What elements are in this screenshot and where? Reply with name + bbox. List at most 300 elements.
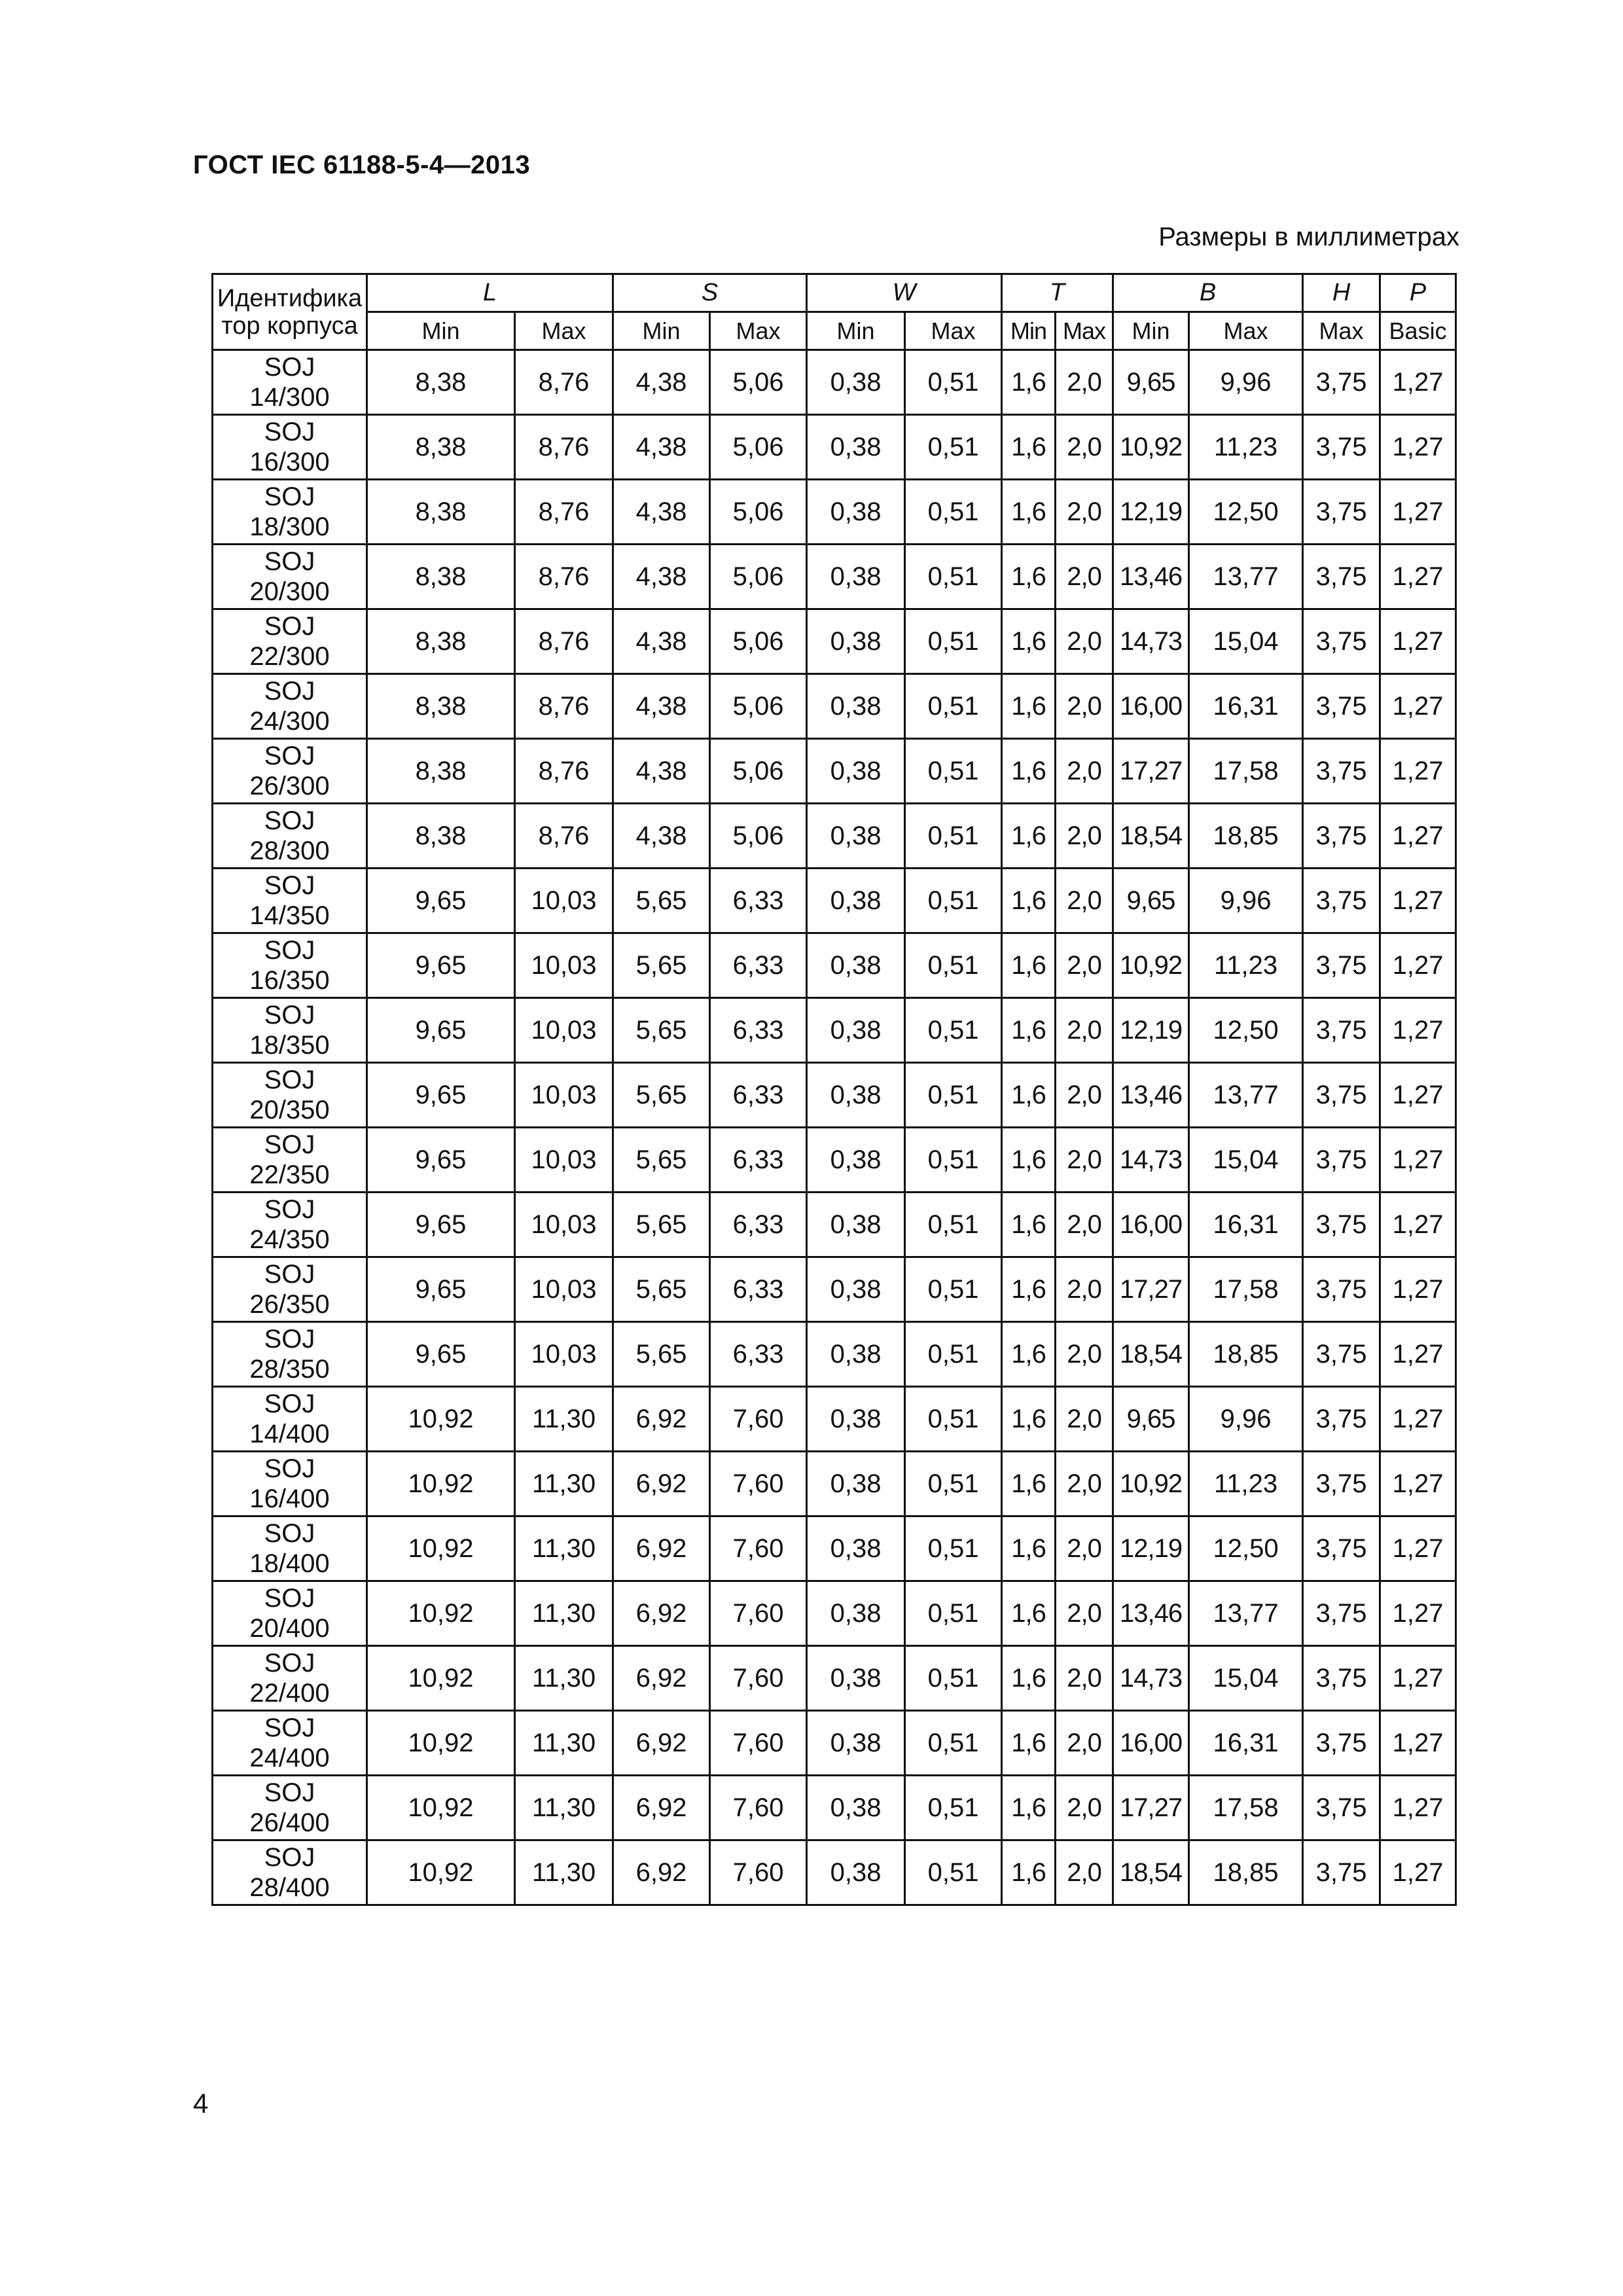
table-cell: 0,38 [807, 804, 905, 869]
table-cell: 9,65 [1113, 869, 1189, 933]
table-row [213, 609, 1456, 674]
table-cell: 1,27 [1380, 1840, 1456, 1905]
table-cell: 11,23 [1189, 933, 1303, 998]
table-cell: 2,0 [1056, 1581, 1113, 1646]
table-cell: 0,51 [905, 1452, 1002, 1516]
table-cell: 5,06 [710, 674, 807, 739]
table-cell: 1,27 [1380, 1452, 1456, 1516]
table-cell: 8,76 [515, 674, 613, 739]
package-id-cell [213, 869, 367, 933]
table-cell: 9,65 [367, 1257, 515, 1322]
table-cell: 10,92 [367, 1452, 515, 1516]
table-row [213, 545, 1456, 609]
table-cell: 8,38 [367, 350, 515, 415]
package-family: SOJ [264, 1713, 315, 1742]
table-cell: 11,23 [1189, 1452, 1303, 1516]
header-subcolumn: Max [1303, 312, 1380, 350]
table-cell: 10,92 [1113, 1452, 1189, 1516]
table-cell: 1,27 [1380, 739, 1456, 804]
table-cell: 7,60 [710, 1646, 807, 1711]
package-size: 26/300 [249, 772, 330, 800]
table-cell: 5,06 [710, 480, 807, 545]
table-cell: 5,65 [613, 1128, 710, 1193]
table-cell: 3,75 [1303, 933, 1380, 998]
table-cell: 16,00 [1113, 674, 1189, 739]
table-cell: 8,76 [515, 739, 613, 804]
table-cell: 5,65 [613, 1193, 710, 1257]
table-cell: 3,75 [1303, 1128, 1380, 1193]
table-cell: 16,31 [1189, 674, 1303, 739]
table-cell: 10,92 [367, 1776, 515, 1840]
package-family: SOJ [264, 1843, 315, 1872]
table-cell: 12,19 [1113, 1516, 1189, 1581]
table-cell: 1,6 [1002, 1063, 1056, 1128]
table-cell: 3,75 [1303, 739, 1380, 804]
table-cell: 10,92 [367, 1840, 515, 1905]
table-cell: 2,0 [1056, 350, 1113, 415]
table-cell: 0,51 [905, 1776, 1002, 1840]
table-cell: 2,0 [1056, 869, 1113, 933]
table-cell: 2,0 [1056, 804, 1113, 869]
package-id-cell [213, 1711, 367, 1776]
table-cell: 1,6 [1002, 480, 1056, 545]
table-cell: 7,60 [710, 1452, 807, 1516]
table-cell: 3,75 [1303, 1840, 1380, 1905]
table-cell: 0,51 [905, 1387, 1002, 1452]
table-cell: 1,27 [1380, 1387, 1456, 1452]
table-cell: 7,60 [710, 1387, 807, 1452]
table-row [213, 869, 1456, 933]
header-row-limits [213, 312, 1456, 350]
package-id-cell [213, 350, 367, 415]
table-cell: 5,65 [613, 1322, 710, 1387]
package-family: SOJ [264, 612, 315, 641]
table-cell: 3,75 [1303, 1257, 1380, 1322]
table-row [213, 1193, 1456, 1257]
table-cell: 6,33 [710, 1322, 807, 1387]
table-cell: 0,38 [807, 480, 905, 545]
table-cell: 1,6 [1002, 1776, 1056, 1840]
package-family: SOJ [264, 353, 315, 382]
package-id-cell [213, 1646, 367, 1711]
table-cell: 1,6 [1002, 350, 1056, 415]
table-cell: 7,60 [710, 1776, 807, 1840]
table-cell: 1,6 [1002, 1646, 1056, 1711]
table-cell: 17,58 [1189, 1257, 1303, 1322]
table-cell: 11,30 [515, 1387, 613, 1452]
table-cell: 1,6 [1002, 1516, 1056, 1581]
table-cell: 5,65 [613, 869, 710, 933]
table-cell: 10,92 [367, 1581, 515, 1646]
table-cell: 0,51 [905, 869, 1002, 933]
table-cell: 1,6 [1002, 1581, 1056, 1646]
table-cell: 17,27 [1113, 739, 1189, 804]
table-cell: 17,27 [1113, 1776, 1189, 1840]
table-cell: 0,38 [807, 1581, 905, 1646]
package-size: 22/350 [249, 1160, 330, 1189]
table-cell: 9,65 [1113, 1387, 1189, 1452]
table-cell: 10,92 [1113, 933, 1189, 998]
table-cell: 13,77 [1189, 1581, 1303, 1646]
table-cell: 2,0 [1056, 674, 1113, 739]
table-cell: 9,65 [1113, 350, 1189, 415]
table-cell: 0,38 [807, 1452, 905, 1516]
table-cell: 12,50 [1189, 480, 1303, 545]
table-cell: 1,6 [1002, 1128, 1056, 1193]
table-cell: 17,58 [1189, 1776, 1303, 1840]
table-cell: 0,38 [807, 933, 905, 998]
table-cell: 15,04 [1189, 609, 1303, 674]
table-cell: 1,6 [1002, 1840, 1056, 1905]
table-cell: 5,65 [613, 1257, 710, 1322]
table-cell: 18,85 [1189, 1322, 1303, 1387]
table-cell: 11,30 [515, 1711, 613, 1776]
table-body [213, 350, 1456, 1905]
package-size: 14/350 [249, 901, 330, 930]
header-row-groups [213, 274, 1456, 312]
package-family: SOJ [264, 742, 315, 770]
table-cell: 9,65 [367, 1322, 515, 1387]
table-cell: 1,6 [1002, 545, 1056, 609]
header-subcolumn: Min [367, 312, 515, 350]
table-cell: 0,51 [905, 1063, 1002, 1128]
table-cell: 0,38 [807, 1840, 905, 1905]
table-cell: 0,38 [807, 1516, 905, 1581]
table-row [213, 1776, 1456, 1840]
table-cell: 13,46 [1113, 545, 1189, 609]
table-cell: 2,0 [1056, 1387, 1113, 1452]
table-cell: 1,6 [1002, 998, 1056, 1063]
table-cell: 9,65 [367, 1063, 515, 1128]
table-cell: 0,38 [807, 1646, 905, 1711]
table-cell: 1,6 [1002, 609, 1056, 674]
table-cell: 0,38 [807, 1063, 905, 1128]
table-cell: 2,0 [1056, 1257, 1113, 1322]
table-cell: 0,51 [905, 545, 1002, 609]
table-cell: 0,38 [807, 1193, 905, 1257]
table-cell: 2,0 [1056, 1516, 1113, 1581]
table-cell: 0,51 [905, 350, 1002, 415]
table-cell: 6,92 [613, 1711, 710, 1776]
header-subcolumn: Max [905, 312, 1002, 350]
package-size: 20/350 [249, 1096, 330, 1124]
table-cell: 9,65 [367, 869, 515, 933]
table-cell: 3,75 [1303, 998, 1380, 1063]
table-cell: 10,92 [1113, 415, 1189, 480]
table-cell: 4,38 [613, 415, 710, 480]
table-row [213, 739, 1456, 804]
table-cell: 17,58 [1189, 739, 1303, 804]
table-cell: 0,51 [905, 804, 1002, 869]
table-cell: 0,38 [807, 350, 905, 415]
table-cell: 11,30 [515, 1516, 613, 1581]
table-cell: 18,54 [1113, 804, 1189, 869]
table-cell: 7,60 [710, 1581, 807, 1646]
table-cell: 10,03 [515, 1128, 613, 1193]
header-subcolumn: Max [710, 312, 807, 350]
package-id-cell [213, 1840, 367, 1905]
table-row [213, 480, 1456, 545]
table-row [213, 1322, 1456, 1387]
package-id-cell [213, 1322, 367, 1387]
table-cell: 16,00 [1113, 1193, 1189, 1257]
table-cell: 3,75 [1303, 1646, 1380, 1711]
table-cell: 6,92 [613, 1840, 710, 1905]
table-cell: 2,0 [1056, 1452, 1113, 1516]
package-family: SOJ [264, 1584, 315, 1613]
table-cell: 0,51 [905, 1257, 1002, 1322]
table-row [213, 1581, 1456, 1646]
package-size: 28/350 [249, 1355, 330, 1384]
table-cell: 13,46 [1113, 1581, 1189, 1646]
table-cell: 1,6 [1002, 1387, 1056, 1452]
table-cell: 10,03 [515, 869, 613, 933]
table-cell: 6,33 [710, 1128, 807, 1193]
package-id-cell [213, 1128, 367, 1193]
table-row [213, 1840, 1456, 1905]
table-cell: 9,96 [1189, 869, 1303, 933]
table-cell: 17,27 [1113, 1257, 1189, 1322]
table-cell: 2,0 [1056, 545, 1113, 609]
table-cell: 3,75 [1303, 1387, 1380, 1452]
table-cell: 0,38 [807, 1128, 905, 1193]
package-size: 18/400 [249, 1549, 330, 1578]
header-package-id: Идентифика тор корпуса [213, 274, 367, 350]
table-cell: 9,65 [367, 1193, 515, 1257]
package-id-cell [213, 1063, 367, 1128]
table-cell: 2,0 [1056, 998, 1113, 1063]
table-cell: 2,0 [1056, 1776, 1113, 1840]
package-size: 24/350 [249, 1225, 330, 1254]
table-cell: 5,06 [710, 804, 807, 869]
package-size: 28/400 [249, 1873, 330, 1902]
package-size: 20/400 [249, 1614, 330, 1643]
table-cell: 0,51 [905, 739, 1002, 804]
table-cell: 2,0 [1056, 415, 1113, 480]
table-cell: 3,75 [1303, 350, 1380, 415]
package-size: 22/400 [249, 1679, 330, 1708]
table-cell: 5,65 [613, 1063, 710, 1128]
table-row [213, 1711, 1456, 1776]
table-cell: 10,03 [515, 1322, 613, 1387]
table-cell: 0,38 [807, 609, 905, 674]
table-cell: 0,38 [807, 1257, 905, 1322]
table-cell: 18,85 [1189, 1840, 1303, 1905]
package-family: SOJ [264, 1390, 315, 1418]
package-family: SOJ [264, 1454, 315, 1483]
table-row [213, 1128, 1456, 1193]
table-cell: 11,30 [515, 1452, 613, 1516]
table-cell: 3,75 [1303, 1322, 1380, 1387]
table-cell: 0,51 [905, 480, 1002, 545]
table-cell: 1,27 [1380, 933, 1456, 998]
table-cell: 0,38 [807, 545, 905, 609]
table-row [213, 933, 1456, 998]
package-id-cell [213, 1193, 367, 1257]
table-cell: 4,38 [613, 545, 710, 609]
table-cell: 2,0 [1056, 1711, 1113, 1776]
table-cell: 4,38 [613, 674, 710, 739]
table-cell: 7,60 [710, 1516, 807, 1581]
table-cell: 0,38 [807, 1776, 905, 1840]
table-cell: 10,03 [515, 1193, 613, 1257]
table-cell: 6,92 [613, 1452, 710, 1516]
table-cell: 11,30 [515, 1776, 613, 1840]
package-size: 16/350 [249, 966, 330, 995]
table-cell: 8,76 [515, 480, 613, 545]
table-row [213, 1257, 1456, 1322]
table-cell: 16,31 [1189, 1711, 1303, 1776]
table-cell: 1,6 [1002, 1322, 1056, 1387]
header-group-T: T [1002, 274, 1113, 312]
table-cell: 0,38 [807, 674, 905, 739]
table-cell: 12,50 [1189, 1516, 1303, 1581]
table-cell: 8,76 [515, 350, 613, 415]
package-family: SOJ [264, 547, 315, 576]
table-cell: 1,27 [1380, 1581, 1456, 1646]
table-cell: 2,0 [1056, 1840, 1113, 1905]
table-cell: 0,51 [905, 933, 1002, 998]
package-size: 26/350 [249, 1290, 330, 1319]
table-row [213, 1452, 1456, 1516]
table-cell: 1,27 [1380, 804, 1456, 869]
table-row [213, 350, 1456, 415]
table-cell: 4,38 [613, 804, 710, 869]
table-row [213, 998, 1456, 1063]
table-cell: 10,03 [515, 998, 613, 1063]
package-id-cell [213, 1387, 367, 1452]
table-cell: 0,38 [807, 1387, 905, 1452]
header-subcolumn: Max [1189, 312, 1303, 350]
table-cell: 8,38 [367, 609, 515, 674]
table-cell: 2,0 [1056, 739, 1113, 804]
table-cell: 3,75 [1303, 1711, 1380, 1776]
table-cell: 14,73 [1113, 1128, 1189, 1193]
table-cell: 0,51 [905, 1581, 1002, 1646]
table-cell: 1,6 [1002, 869, 1056, 933]
table-cell: 12,50 [1189, 998, 1303, 1063]
table-cell: 14,73 [1113, 1646, 1189, 1711]
table-cell: 8,76 [515, 804, 613, 869]
table-cell: 3,75 [1303, 415, 1380, 480]
table-cell: 9,65 [367, 998, 515, 1063]
table-cell: 10,03 [515, 1257, 613, 1322]
package-size: 20/300 [249, 577, 330, 606]
table-cell: 1,6 [1002, 1257, 1056, 1322]
table-cell: 0,38 [807, 739, 905, 804]
table-cell: 0,38 [807, 998, 905, 1063]
table-cell: 8,76 [515, 609, 613, 674]
table-cell: 1,27 [1380, 1776, 1456, 1840]
package-family: SOJ [264, 1649, 315, 1677]
table-row [213, 804, 1456, 869]
table-row [213, 415, 1456, 480]
table-cell: 1,27 [1380, 480, 1456, 545]
header-group-B: B [1113, 274, 1303, 312]
table-cell: 1,27 [1380, 998, 1456, 1063]
table-cell: 1,27 [1380, 1128, 1456, 1193]
header-group-P: P [1380, 274, 1456, 312]
table-cell: 4,38 [613, 480, 710, 545]
table-cell: 14,73 [1113, 609, 1189, 674]
table-cell: 9,96 [1189, 1387, 1303, 1452]
table-cell: 10,92 [367, 1646, 515, 1711]
table-cell: 8,38 [367, 739, 515, 804]
package-size: 22/300 [249, 642, 330, 671]
table-cell: 5,65 [613, 998, 710, 1063]
table-cell: 11,30 [515, 1646, 613, 1711]
table-row [213, 1063, 1456, 1128]
package-size: 18/350 [249, 1031, 330, 1060]
header-subcolumn: Max [1056, 312, 1113, 350]
table-cell: 3,75 [1303, 1193, 1380, 1257]
table-cell: 2,0 [1056, 1193, 1113, 1257]
table-cell: 18,85 [1189, 804, 1303, 869]
table-cell: 6,33 [710, 869, 807, 933]
table-cell: 13,46 [1113, 1063, 1189, 1128]
table-cell: 1,6 [1002, 1711, 1056, 1776]
table-cell: 2,0 [1056, 609, 1113, 674]
package-id-cell [213, 415, 367, 480]
package-id-cell [213, 933, 367, 998]
table-cell: 1,27 [1380, 1257, 1456, 1322]
header-subcolumn: Min [807, 312, 905, 350]
table-cell: 6,92 [613, 1516, 710, 1581]
header-group-S: S [613, 274, 807, 312]
table-cell: 3,75 [1303, 1581, 1380, 1646]
table-cell: 1,6 [1002, 933, 1056, 998]
table-cell: 3,75 [1303, 674, 1380, 739]
package-size: 26/400 [249, 1808, 330, 1837]
table-cell: 11,23 [1189, 415, 1303, 480]
table-cell: 1,27 [1380, 1193, 1456, 1257]
table-cell: 1,27 [1380, 1516, 1456, 1581]
table-cell: 2,0 [1056, 480, 1113, 545]
table-cell: 3,75 [1303, 480, 1380, 545]
table-cell: 0,38 [807, 869, 905, 933]
package-id-cell [213, 1776, 367, 1840]
table-cell: 16,00 [1113, 1711, 1189, 1776]
table-cell: 1,27 [1380, 545, 1456, 609]
header-subcolumn: Min [1002, 312, 1056, 350]
table-cell: 5,65 [613, 933, 710, 998]
table-cell: 3,75 [1303, 545, 1380, 609]
units-note: Размеры в миллиметрах [1158, 223, 1459, 251]
table-cell: 0,51 [905, 1128, 1002, 1193]
package-size: 14/300 [249, 383, 330, 412]
table-cell: 12,19 [1113, 480, 1189, 545]
table-cell: 1,27 [1380, 1063, 1456, 1128]
table-row [213, 1516, 1456, 1581]
package-family: SOJ [264, 1195, 315, 1224]
table-cell: 10,03 [515, 1063, 613, 1128]
header-subcolumn: Min [1113, 312, 1189, 350]
table-cell: 0,51 [905, 1516, 1002, 1581]
header-subcolumn: Max [515, 312, 613, 350]
table-cell: 4,38 [613, 739, 710, 804]
package-size: 28/300 [249, 836, 330, 865]
table-cell: 1,6 [1002, 1193, 1056, 1257]
table-cell: 9,96 [1189, 350, 1303, 415]
table-cell: 12,19 [1113, 998, 1189, 1063]
table-cell: 6,33 [710, 933, 807, 998]
package-id-cell [213, 998, 367, 1063]
table-cell: 11,30 [515, 1840, 613, 1905]
table-cell: 6,92 [613, 1387, 710, 1452]
table-cell: 0,38 [807, 1322, 905, 1387]
table-cell: 1,27 [1380, 1646, 1456, 1711]
table-cell: 3,75 [1303, 1776, 1380, 1840]
